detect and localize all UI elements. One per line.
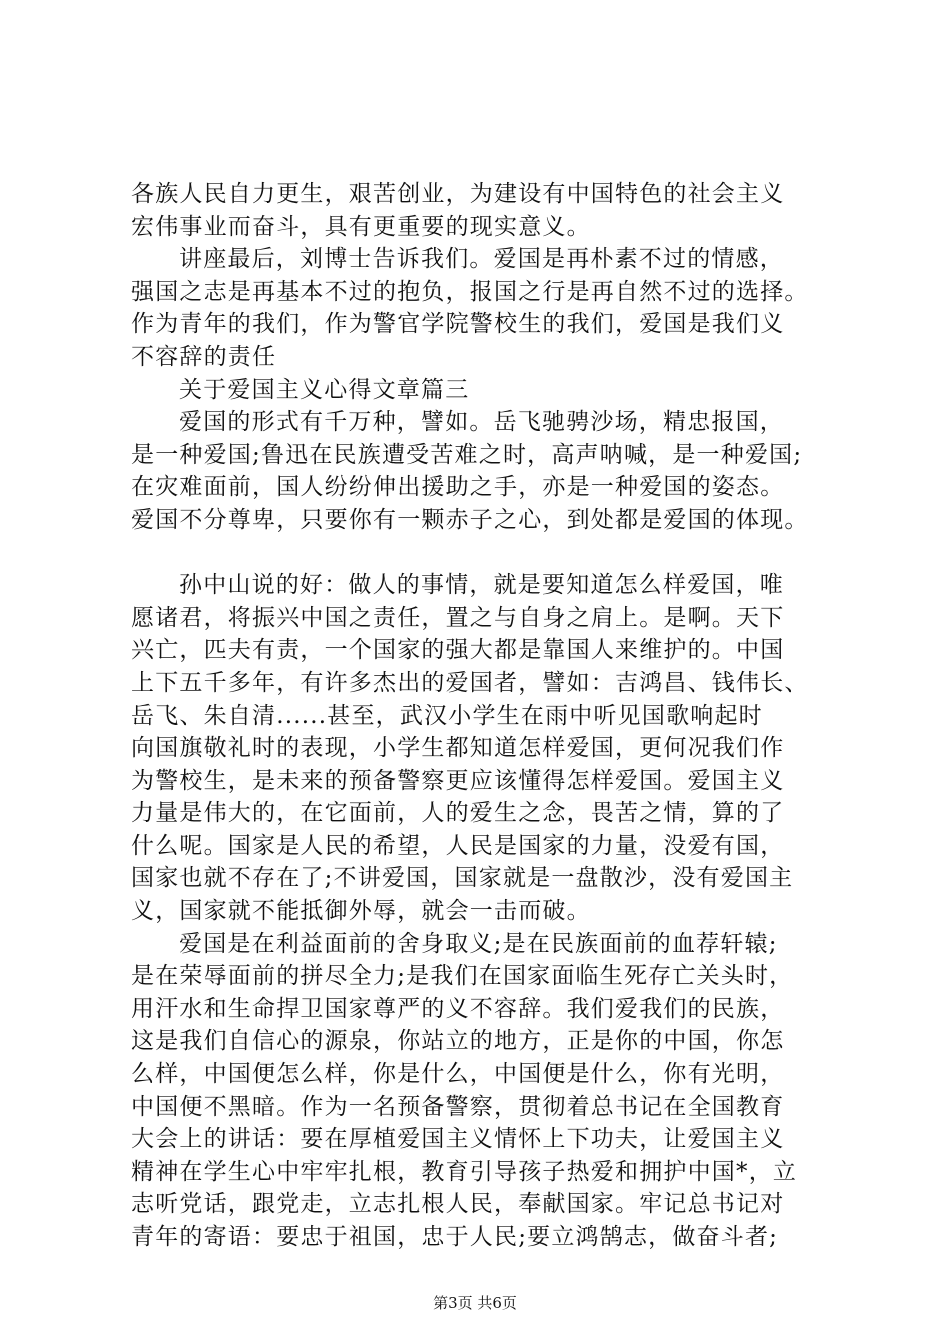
text-line: 各族人民自力更生，艰苦创业，为建设有中国特色的社会主义: [131, 181, 785, 207]
text-line: 是在荣辱面前的拼尽全力;是我们在国家面临生死存亡关头时，: [131, 963, 794, 990]
text-line: 在灾难面前，国人纷纷伸出援助之手，亦是一种爱国的姿态。: [131, 474, 785, 501]
text-line: 宏伟事业而奋斗，具有更重要的现实意义。: [131, 213, 591, 240]
text-line: 力量是伟大的，在它面前，人的爱生之念，畏苦之情，算的了: [131, 800, 785, 827]
paragraph-start-line: 讲座最后，刘博士告诉我们。爱国是再朴素不过的情感，: [179, 246, 784, 273]
text-line: 作为青年的我们，作为警官学院警校生的我们，爱国是我们义: [131, 311, 785, 338]
text-line: 么样，中国便怎么样，你是什么，中国便是什么，你有光明，: [131, 1061, 785, 1088]
text-line: 什么呢。国家是人民的希望，人民是国家的力量，没爱有国，: [131, 832, 785, 859]
blank-line: [131, 537, 851, 570]
page-number: 第3页 共6页: [433, 1294, 517, 1312]
text-line: 兴亡，匹夫有责，一个国家的强大都是靠国人来维护的。中国: [131, 637, 785, 664]
text-line: 岳飞、朱自清......甚至，武汉小学生在雨中听见国歌响起时: [131, 702, 763, 729]
text-line: 中国便不黑暗。作为一名预备警察，贯彻着总书记在全国教育: [131, 1093, 785, 1120]
text-line: 义，国家就不能抵御外辱，就会一击而破。: [131, 898, 591, 925]
text-line: 志听党话，跟党走，立志扎根人民，奉献国家。牢记总书记对: [131, 1191, 785, 1218]
text-line: 是一种爱国;鲁迅在民族遭受苦难之时，高声呐喊，是一种爱国;: [131, 441, 803, 468]
text-line: 用汗水和生命捍卫国家尊严的义不容辞。我们爱我们的民族，: [131, 995, 785, 1022]
text-line: 精神在学生心中牢牢扎根，教育引导孩子热爱和拥护中国*，立: [131, 1158, 798, 1185]
text-line: 愿诸君，将振兴中国之责任，置之与自身之肩上。是啊。天下: [131, 604, 785, 631]
section-heading: 关于爱国主义心得文章篇三: [179, 376, 470, 403]
paragraph-start-line: 爱国的形式有千万种，譬如。岳飞驰骋沙场，精忠报国，: [179, 409, 784, 436]
page-footer: [0, 1292, 950, 1313]
text-line: 国家也就不存在了;不讲爱国，国家就是一盘散沙，没有爱国主: [131, 865, 794, 892]
text-line: 爱国不分尊卑，只要你有一颗赤子之心，到处都是爱国的体现。: [131, 506, 809, 533]
text-line: 向国旗敬礼时的表现，小学生都知道怎样爱国，更何况我们作: [131, 735, 785, 762]
paragraph-start-line: 爱国是在利益面前的舍身取义;是在民族面前的血荐轩辕;: [179, 930, 778, 957]
paragraph-start-line: 孙中山说的好：做人的事情，就是要知道怎么样爱国，唯: [179, 572, 784, 599]
text-line: 上下五千多年，有许多杰出的爱国者，譬如：吉鸿昌、钱伟长、: [131, 669, 809, 696]
document-body: [131, 178, 851, 1254]
text-line: 这是我们自信心的源泉，你站立的地方，正是你的中国，你怎: [131, 1028, 785, 1055]
text-line: 为警校生，是未来的预备警察更应该懂得怎样爱国。爱国主义: [131, 767, 785, 794]
text-line: 大会上的讲话：要在厚植爱国主义情怀上下功夫，让爱国主义: [131, 1126, 785, 1153]
text-line: 青年的寄语：要忠于祖国，忠于人民;要立鸿鹄志，做奋斗者;: [131, 1224, 779, 1250]
text-line: 不容辞的责任: [131, 343, 277, 370]
text-line: 强国之志是再基本不过的抱负，报国之行是再自然不过的选择。: [131, 278, 809, 305]
